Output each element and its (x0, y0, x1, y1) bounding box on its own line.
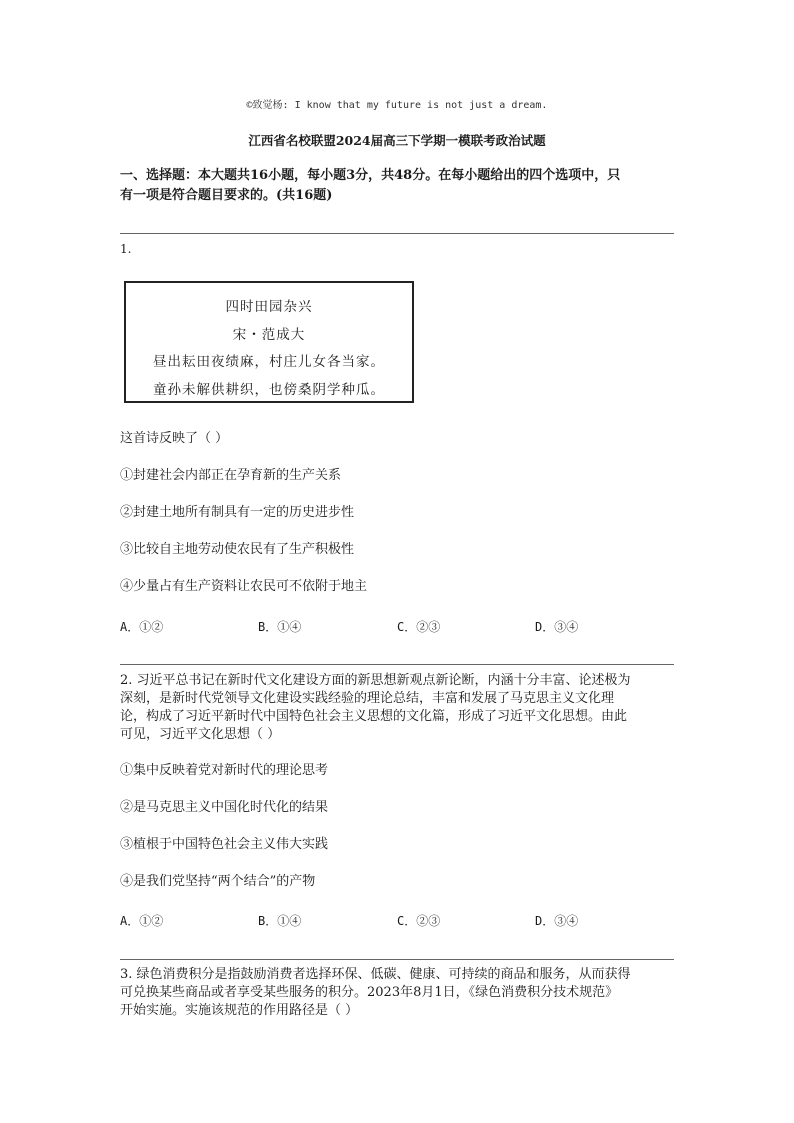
watermark-text: ©致觉杨: I know that my future is not just a dream. (246, 100, 548, 111)
poem-line: 童孙未解供耕织，也傍桑阴学种瓜。 (153, 382, 385, 398)
choice-d: D．③④ (535, 914, 579, 928)
question-stem (120, 672, 676, 744)
stem-line: 开始实施。实施该规范的作用路径是（ ） (120, 1003, 359, 1018)
stem-line: 3. 绿色消费积分是指鼓励消费者选择环保、低碳、健康、可持续的商品和服务，从而获得 (120, 967, 631, 982)
statement: ②是马克思主义中国化时代化的结果 (120, 800, 329, 815)
statement: ④是我们党坚持“两个结合”的产物 (120, 874, 316, 889)
poem-author: 宋・范成大 (232, 327, 306, 343)
section-heading-line: 有一项是符合题目要求的。(共16题) (120, 188, 333, 203)
section-heading-line: 一、选择题：本大题共16小题，每小题3分，共48分。在每小题给出的四个选项中，只 (120, 168, 621, 183)
stem-line: 论，构成了习近平新时代中国特色社会主义思想的文化篇，形成了习近平文化思想。由此 (120, 709, 628, 724)
statement: ③植根于中国特色社会主义伟大实践 (120, 837, 329, 852)
choice-c: C．②③ (397, 914, 441, 928)
section-heading (120, 166, 674, 206)
poem-image (124, 281, 414, 403)
statement: ④少量占有生产资料让农民可不依附于地主 (120, 579, 368, 594)
question-divider (120, 959, 674, 960)
statement: ②封建土地所有制具有一定的历史进步性 (120, 505, 355, 520)
question-divider (120, 664, 674, 665)
poem-title: 四时田园杂兴 (225, 299, 313, 315)
question-stem: 这首诗反映了（ ） (120, 431, 229, 446)
question-divider (120, 233, 674, 234)
statement: ①集中反映着党对新时代的理论思考 (120, 763, 329, 778)
document-title: 江西省名校联盟2024届高三下学期一模联考政治试题 (248, 133, 546, 148)
choice-b: B．①④ (258, 620, 302, 634)
statement: ③比较自主地劳动使农民有了生产积极性 (120, 542, 355, 557)
stem-line: 可见，习近平文化思想（ ） (120, 727, 281, 742)
choice-b: B．①④ (258, 914, 302, 928)
question-stem (120, 966, 676, 1020)
statement: ①封建社会内部正在孕育新的生产关系 (120, 468, 342, 483)
choice-a: A．①② (120, 620, 164, 634)
question-number: 1. (120, 242, 132, 256)
stem-line: 可兑换某些商品或者享受某些服务的积分。2023年8月1日，《绿色消费积分技术规范》 (120, 985, 619, 1000)
choice-a: A．①② (120, 914, 164, 928)
stem-line: 2. 习近平总书记在新时代文化建设方面的新思想新观点新论断，内涵十分丰富、论述极为 (120, 673, 631, 688)
stem-line: 深刻，是新时代党领导文化建设实践经验的理论总结，丰富和发展了马克思主义文化理 (120, 691, 615, 706)
choice-c: C．②③ (397, 620, 441, 634)
choice-d: D．③④ (535, 620, 579, 634)
poem-line: 昼出耘田夜绩麻，村庄儿女各当家。 (153, 354, 385, 370)
